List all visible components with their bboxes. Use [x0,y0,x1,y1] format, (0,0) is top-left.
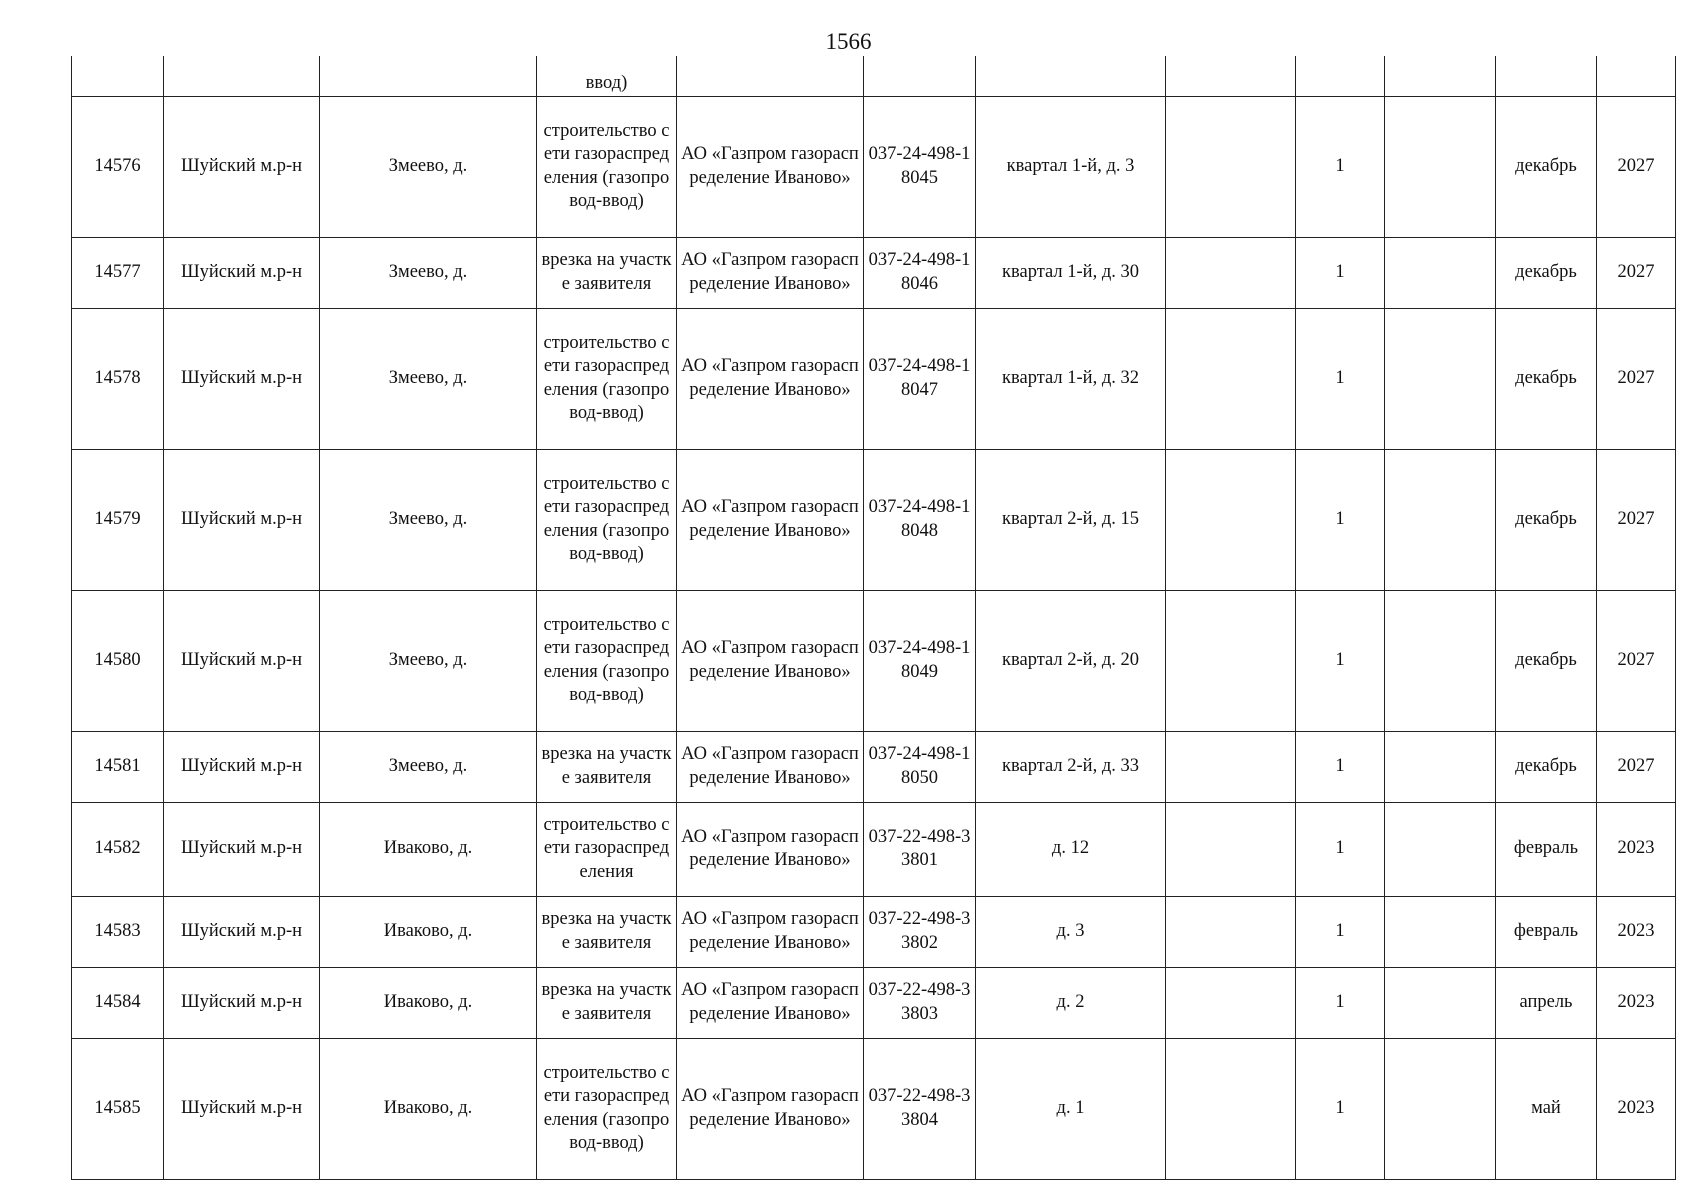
organization-cell: АО «Газпром газораспределение Иваново» [677,967,864,1038]
address-cell: квартал 2-й, д. 33 [976,731,1166,802]
count-cell: 1 [1296,1038,1385,1179]
empty-cell [1166,896,1296,967]
month-cell: декабрь [1496,308,1597,449]
continued-cell [1166,56,1296,96]
code-cell: 037-22-498-33803 [864,967,976,1038]
settlement-cell: Змеево, д. [320,449,537,590]
empty-cell [1385,590,1496,731]
table-row [72,237,1676,308]
continued-cell [1385,56,1496,96]
year-cell: 2023 [1597,967,1676,1038]
row-number: 14576 [72,96,164,237]
work-type-cell: строительство сети газораспределения (газопровод-ввод) [537,449,677,590]
organization-cell: АО «Газпром газораспределение Иваново» [677,590,864,731]
count-cell: 1 [1296,896,1385,967]
code-cell: 037-24-498-18046 [864,237,976,308]
settlement-cell: Змеево, д. [320,731,537,802]
address-cell: квартал 1-й, д. 3 [976,96,1166,237]
month-cell: декабрь [1496,237,1597,308]
organization-cell: АО «Газпром газораспределение Иваново» [677,449,864,590]
month-cell: февраль [1496,802,1597,896]
row-number: 14578 [72,308,164,449]
empty-cell [1166,967,1296,1038]
empty-cell [1385,896,1496,967]
continued-cell [164,56,320,96]
empty-cell [1166,1038,1296,1179]
address-cell: д. 1 [976,1038,1166,1179]
organization-cell: АО «Газпром газораспределение Иваново» [677,96,864,237]
year-cell: 2027 [1597,590,1676,731]
year-cell: 2027 [1597,96,1676,237]
district-cell: Шуйский м.р-н [164,1038,320,1179]
address-cell: д. 12 [976,802,1166,896]
year-cell: 2027 [1597,449,1676,590]
count-cell: 1 [1296,308,1385,449]
address-cell: д. 3 [976,896,1166,967]
month-cell: декабрь [1496,96,1597,237]
table-body [72,56,1676,1179]
district-cell: Шуйский м.р-н [164,896,320,967]
settlement-cell: Иваково, д. [320,896,537,967]
month-cell: декабрь [1496,449,1597,590]
district-cell: Шуйский м.р-н [164,967,320,1038]
continued-cell [1597,56,1676,96]
continued-cell [320,56,537,96]
work-type-cell: врезка на участке заявителя [537,731,677,802]
count-cell: 1 [1296,590,1385,731]
code-cell: 037-24-498-18045 [864,96,976,237]
address-cell: квартал 2-й, д. 15 [976,449,1166,590]
row-number: 14581 [72,731,164,802]
empty-cell [1166,802,1296,896]
settlement-cell: Змеево, д. [320,590,537,731]
empty-cell [1385,449,1496,590]
count-cell: 1 [1296,96,1385,237]
district-cell: Шуйский м.р-н [164,802,320,896]
empty-cell [1385,308,1496,449]
table-row [72,1038,1676,1179]
district-cell: Шуйский м.р-н [164,308,320,449]
continued-cell [1296,56,1385,96]
code-cell: 037-22-498-33802 [864,896,976,967]
row-number: 14584 [72,967,164,1038]
settlement-cell: Змеево, д. [320,96,537,237]
address-cell: квартал 2-й, д. 20 [976,590,1166,731]
count-cell: 1 [1296,237,1385,308]
table-row [72,308,1676,449]
address-cell: квартал 1-й, д. 30 [976,237,1166,308]
empty-cell [1385,731,1496,802]
empty-cell [1166,590,1296,731]
continued-cell [1496,56,1597,96]
table-row [72,590,1676,731]
year-cell: 2027 [1597,308,1676,449]
table-row [72,96,1676,237]
empty-cell [1385,967,1496,1038]
row-number: 14580 [72,590,164,731]
table-row [72,731,1676,802]
address-cell: д. 2 [976,967,1166,1038]
work-type-cell: строительство сети газораспределения (газопровод-ввод) [537,1038,677,1179]
work-type-cell: врезка на участке заявителя [537,237,677,308]
district-cell: Шуйский м.р-н [164,449,320,590]
code-cell: 037-24-498-18047 [864,308,976,449]
code-cell: 037-24-498-18050 [864,731,976,802]
continued-cell [864,56,976,96]
empty-cell [1385,96,1496,237]
empty-cell [1166,237,1296,308]
organization-cell: АО «Газпром газораспределение Иваново» [677,802,864,896]
settlement-cell: Иваково, д. [320,967,537,1038]
count-cell: 1 [1296,449,1385,590]
count-cell: 1 [1296,802,1385,896]
work-type-cell: строительство сети газораспределения (газопровод-ввод) [537,308,677,449]
organization-cell: АО «Газпром газораспределение Иваново» [677,308,864,449]
table-row-continued [72,56,1676,96]
work-type-cell: врезка на участке заявителя [537,896,677,967]
organization-cell: АО «Газпром газораспределение Иваново» [677,896,864,967]
empty-cell [1166,731,1296,802]
row-number: 14583 [72,896,164,967]
data-table [71,56,1676,1180]
code-cell: 037-24-498-18048 [864,449,976,590]
row-number: 14579 [72,449,164,590]
year-cell: 2027 [1597,731,1676,802]
table-row [72,449,1676,590]
page-number: 1566 [825,29,872,54]
count-cell: 1 [1296,731,1385,802]
district-cell: Шуйский м.р-н [164,590,320,731]
work-type-cell: строительство сети газораспределения (газопровод-ввод) [537,96,677,237]
district-cell: Шуйский м.р-н [164,96,320,237]
continued-cell [976,56,1166,96]
address-cell: квартал 1-й, д. 32 [976,308,1166,449]
year-cell: 2023 [1597,802,1676,896]
month-cell: февраль [1496,896,1597,967]
settlement-cell: Змеево, д. [320,308,537,449]
empty-cell [1385,1038,1496,1179]
district-cell: Шуйский м.р-н [164,237,320,308]
year-cell: 2023 [1597,1038,1676,1179]
work-type-cell: врезка на участке заявителя [537,967,677,1038]
continued-cell [677,56,864,96]
settlement-cell: Змеево, д. [320,237,537,308]
month-cell: май [1496,1038,1597,1179]
row-number: 14585 [72,1038,164,1179]
table-row [72,967,1676,1038]
continued-cell [72,56,164,96]
count-cell: 1 [1296,967,1385,1038]
work-type-cell: строительство сети газораспределения (газопровод-ввод) [537,590,677,731]
settlement-cell: Иваково, д. [320,1038,537,1179]
table-row [72,896,1676,967]
work-type-cell: строительство сети газораспределения [537,802,677,896]
empty-cell [1385,802,1496,896]
organization-cell: АО «Газпром газораспределение Иваново» [677,731,864,802]
row-number: 14577 [72,237,164,308]
organization-cell: АО «Газпром газораспределение Иваново» [677,237,864,308]
empty-cell [1166,308,1296,449]
organization-cell: АО «Газпром газораспределение Иваново» [677,1038,864,1179]
empty-cell [1166,96,1296,237]
continued-cell: ввод) [537,56,677,96]
table-row [72,802,1676,896]
month-cell: декабрь [1496,731,1597,802]
year-cell: 2027 [1597,237,1676,308]
code-cell: 037-24-498-18049 [864,590,976,731]
settlement-cell: Иваково, д. [320,802,537,896]
month-cell: декабрь [1496,590,1597,731]
empty-cell [1385,237,1496,308]
code-cell: 037-22-498-33801 [864,802,976,896]
district-cell: Шуйский м.р-н [164,731,320,802]
month-cell: апрель [1496,967,1597,1038]
code-cell: 037-22-498-33804 [864,1038,976,1179]
empty-cell [1166,449,1296,590]
row-number: 14582 [72,802,164,896]
year-cell: 2023 [1597,896,1676,967]
